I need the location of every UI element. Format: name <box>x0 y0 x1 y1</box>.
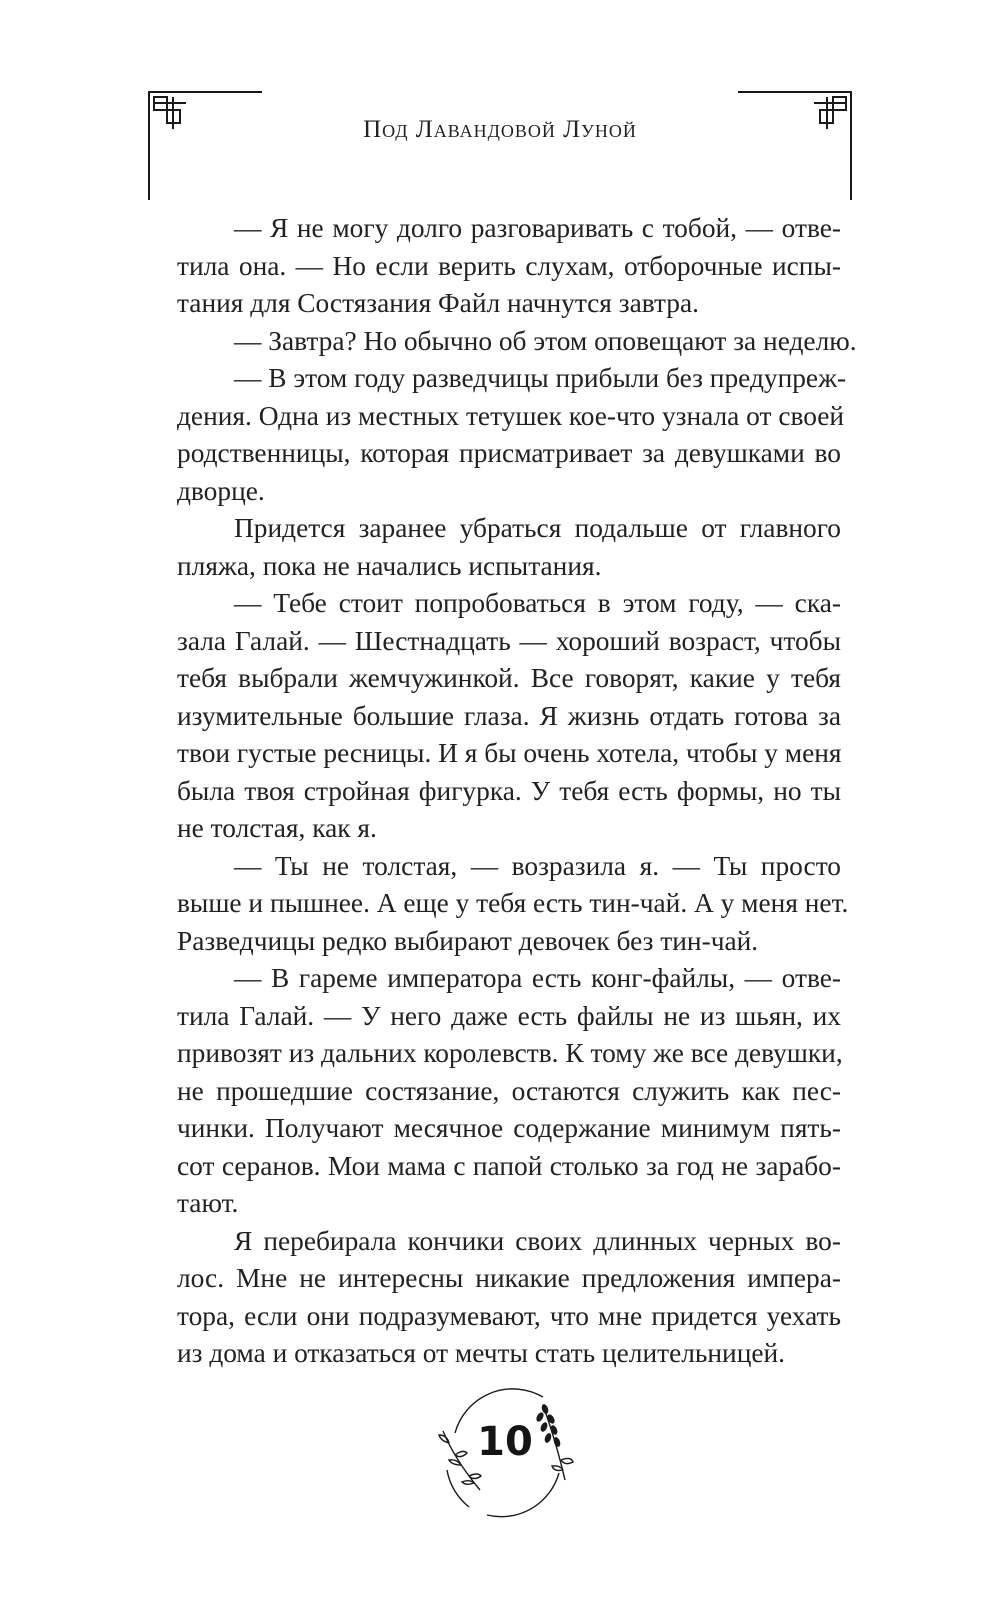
text-line: пляжа, пока не начались испытания. <box>177 550 602 581</box>
text-line: — Ты не толстая, — возразила я. — Ты просто <box>234 850 841 881</box>
text-line: тебя выбрали жемчужинкой. Все говорят, какие у тебя <box>177 663 841 693</box>
text-line: родственницы, которая присматривает за девушками во <box>177 438 841 468</box>
text-line: была твоя стройная фигурка. У тебя есть формы, но ты <box>177 775 841 806</box>
body-text <box>177 210 857 1373</box>
text-line: тают. <box>177 1188 239 1218</box>
text-line: изумительные большие глаза. Я жизнь отдать готова за <box>177 700 841 731</box>
text-line: дворце. <box>177 475 265 506</box>
text-line: лос. Мне не интересны никакие предложения импера- <box>177 1263 841 1293</box>
page-number: 10 <box>477 1419 533 1465</box>
text-line: — Я не могу долго разговаривать с тобой, — отве- <box>234 213 841 243</box>
text-line: тания для Состязания Файл начнутся завтра. <box>177 288 699 318</box>
text-line: Я перебирала кончики своих длинных черных во- <box>234 1225 841 1256</box>
text-line: чинки. Получают месячное содержание минимум пять- <box>177 1113 841 1143</box>
text-line: — В гареме императора есть конг-файлы, — отве- <box>234 963 841 993</box>
text-line: сот серанов. Мои мама с папой столько за год не зарабо- <box>177 1150 841 1181</box>
text-line: выше и пышнее. А еще у тебя есть тин-чай. А у меня нет. <box>177 888 849 918</box>
text-line: — В этом году разведчицы прибыли без предупреж- <box>234 363 847 393</box>
text-line: твои густые ресницы. И я бы очень хотела, чтобы у меня <box>177 738 842 768</box>
text-line: Разведчицы редко выбирают девочек без тин-чай. <box>177 925 759 956</box>
text-line: не толстая, как я. <box>177 813 377 843</box>
text-line: тора, если они подразумевают, что мне придется уехать <box>177 1300 841 1331</box>
text-line: привозят из дальних королевств. К тому же все девушки, <box>177 1038 843 1068</box>
text-line: из дома и отказаться от мечты стать целительницей. <box>177 1338 786 1368</box>
text-line: не прошедшие состязание, остаются служить как пес- <box>177 1075 841 1106</box>
text-line: дения. Одна из местных тетушек кое-что узнала от своей <box>177 400 845 431</box>
text-line: Придется заранее убраться подальше от главного <box>234 513 841 543</box>
text-line: зала Галай. — Шестнадцать — хороший возраст, чтобы <box>177 625 841 656</box>
text-line: тила она. — Но если верить слухам, отборочные испы- <box>177 250 841 281</box>
text-line: — Завтра? Но обычно об этом оповещают за неделю. <box>234 325 857 356</box>
running-title: Под Лавандовой Луной <box>363 116 637 143</box>
text-line: — Тебе стоит попробоваться в этом году, — ска- <box>234 588 841 618</box>
text-line: тила Галай. — У него даже есть файлы не из шьян, их <box>177 1000 841 1031</box>
